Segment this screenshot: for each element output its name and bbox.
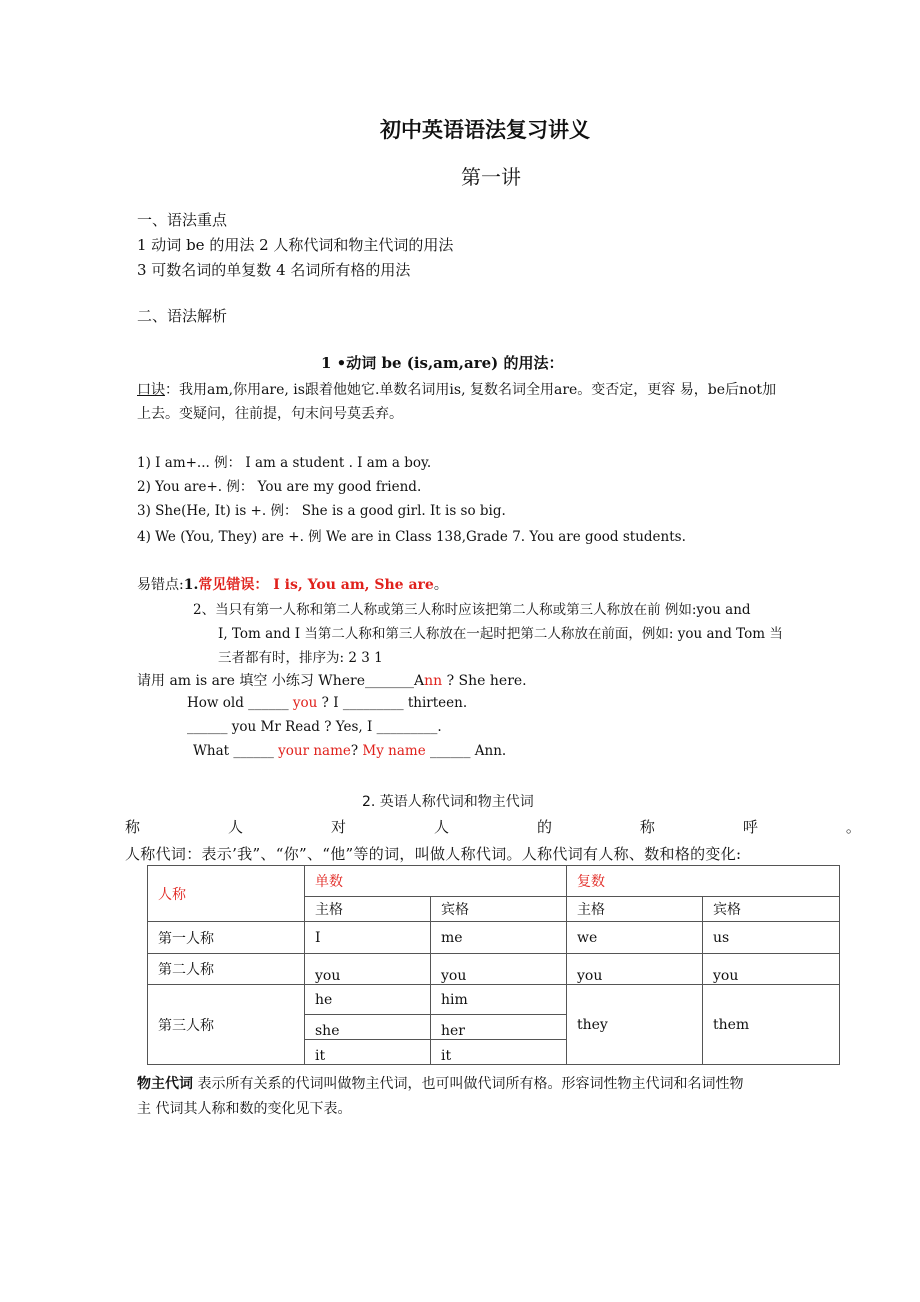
exercise-intro — [137, 670, 527, 690]
row-label: 第一人称 — [148, 922, 305, 954]
pronoun-intro: 人称代词：表示’我”、“你”、“他”等的词，叫做人称代词。人称代词有人称、数和格的变化: — [125, 845, 742, 863]
ex1-a: How old ______ — [187, 695, 293, 711]
cell: you — [431, 954, 567, 985]
cell: you — [305, 954, 431, 985]
cell: it — [431, 1040, 567, 1065]
cell: I — [305, 922, 431, 954]
exercise-intro-red: nn — [424, 673, 443, 689]
row-label: 第三人称 — [148, 985, 305, 1065]
mnemonic-label: 口诀 — [137, 382, 165, 398]
spread-char: 人 — [433, 818, 449, 836]
cell: you — [703, 954, 840, 985]
page-title: 初中英语语法复习讲义 — [380, 117, 590, 142]
cell: he — [305, 985, 431, 1015]
cell: him — [431, 985, 567, 1015]
errors-label: 常见错误： — [198, 577, 269, 593]
ex3-red-2: My name — [362, 743, 426, 759]
header-pl-object: 宾格 — [703, 897, 840, 922]
cell: you — [567, 954, 703, 985]
possessive-line-1 — [137, 1073, 743, 1093]
mnemonic-line-1 — [137, 379, 776, 399]
row-label: 第二人称 — [148, 954, 305, 985]
cell: her — [431, 1015, 567, 1040]
spread-char: 人 — [227, 818, 243, 836]
header-sg-object: 宾格 — [431, 897, 567, 922]
ex3-b: ? — [350, 743, 363, 759]
cell: me — [431, 922, 567, 954]
exercise-intro-text: 请用 am is are 填空 小练习 Where_______A — [137, 673, 425, 689]
possessive-text: 表示所有关系的代词叫做物主代词，也可叫做代词所有格。形容词性物主代词和名词性物 — [193, 1076, 744, 1092]
focus-line-2: 3 可数名词的单复数 4 名词所有格的用法 — [137, 261, 411, 279]
focus-line-1: 1 动词 be 的用法 2 人称代词和物主代词的用法 — [137, 236, 454, 254]
be-heading: 1 •动词 be (is,am,are) 的用法： — [321, 354, 564, 372]
ex1-b: ? I _________ thirteen. — [317, 695, 468, 711]
exercise-3 — [193, 743, 506, 759]
rule2-line-2: I, Tom and I 当第二人称和第三人称放在一起时把第二人称放在前面，例如: you and Tom 当 — [218, 626, 783, 642]
ex3-c: ______ Ann. — [425, 743, 507, 759]
table-row — [148, 954, 840, 985]
lecture-number: 第一讲 — [461, 165, 521, 189]
cell: them — [703, 985, 840, 1065]
errors-end: 。 — [433, 577, 448, 593]
cell: she — [305, 1015, 431, 1040]
section-heading-analysis: 二、语法解析 — [137, 307, 228, 325]
exercise-2: ______ you Mr Read ? Yes, I _________. — [187, 719, 442, 735]
header-plural: 复数 — [567, 866, 840, 897]
ex3-a: What ______ — [193, 743, 279, 759]
errors-prefix: 易错点: — [137, 577, 184, 593]
mnemonic-line-2: 上去。变疑问，往前提，句末问号莫丢弃。 — [137, 406, 403, 422]
common-errors — [137, 574, 448, 594]
errors-text: I is, You am, She are — [268, 577, 434, 593]
cell: it — [305, 1040, 431, 1065]
spread-char: 的 — [536, 818, 552, 836]
pronoun-spread-line — [125, 816, 861, 837]
possessive-label: 物主代词 — [137, 1076, 193, 1092]
table-row — [148, 922, 840, 954]
rule2-line-3: 三者都有时，排序为: 2 3 1 — [218, 650, 383, 666]
table-row — [148, 985, 840, 1015]
cell: us — [703, 922, 840, 954]
header-sg-subject: 主格 — [305, 897, 431, 922]
header-person: 人称 — [148, 866, 305, 922]
pronoun-table — [147, 865, 840, 1065]
example-3: 3) She(He, It) is +. 例： She is a good girl. It is so big. — [137, 503, 506, 519]
header-singular: 单数 — [305, 866, 567, 897]
example-2: 2) You are+. 例： You are my good friend. — [137, 479, 422, 495]
spread-char: 。 — [845, 818, 861, 836]
example-4: 4) We (You, They) are +. 例 We are in Class 138,Grade 7. You are good students. — [137, 529, 686, 545]
exercise-1 — [187, 695, 467, 711]
spread-char: 呼 — [742, 818, 758, 836]
example-1: 1) I am+... 例： I am a student . I am a boy. — [137, 455, 432, 471]
possessive-line-2: 主 代词其人称和数的变化见下表。 — [137, 1101, 352, 1117]
cell: they — [567, 985, 703, 1065]
spread-char: 对 — [330, 818, 346, 836]
pronoun-heading: 2. 英语人称代词和物主代词 — [362, 794, 534, 810]
ex3-red-1: your name — [278, 743, 351, 759]
section-heading-focus: 一、语法重点 — [137, 211, 228, 229]
ex1-red: you — [292, 695, 318, 711]
spread-char: 称 — [125, 818, 141, 836]
spread-char: 称 — [639, 818, 655, 836]
cell: we — [567, 922, 703, 954]
errors-num: 1. — [183, 577, 199, 593]
rule2-line-1: 2、当只有第一人称和第二人称或第三人称时应该把第二人称或第三人称放在前 例如:you and — [193, 602, 751, 618]
header-pl-subject: 主格 — [567, 897, 703, 922]
mnemonic-text: ：我用am,你用are, is跟着他她它.单数名词用is, 复数名词全用are。变否定，更容 易，be后not加 — [165, 382, 777, 398]
exercise-intro-end: ? She here. — [442, 673, 527, 689]
